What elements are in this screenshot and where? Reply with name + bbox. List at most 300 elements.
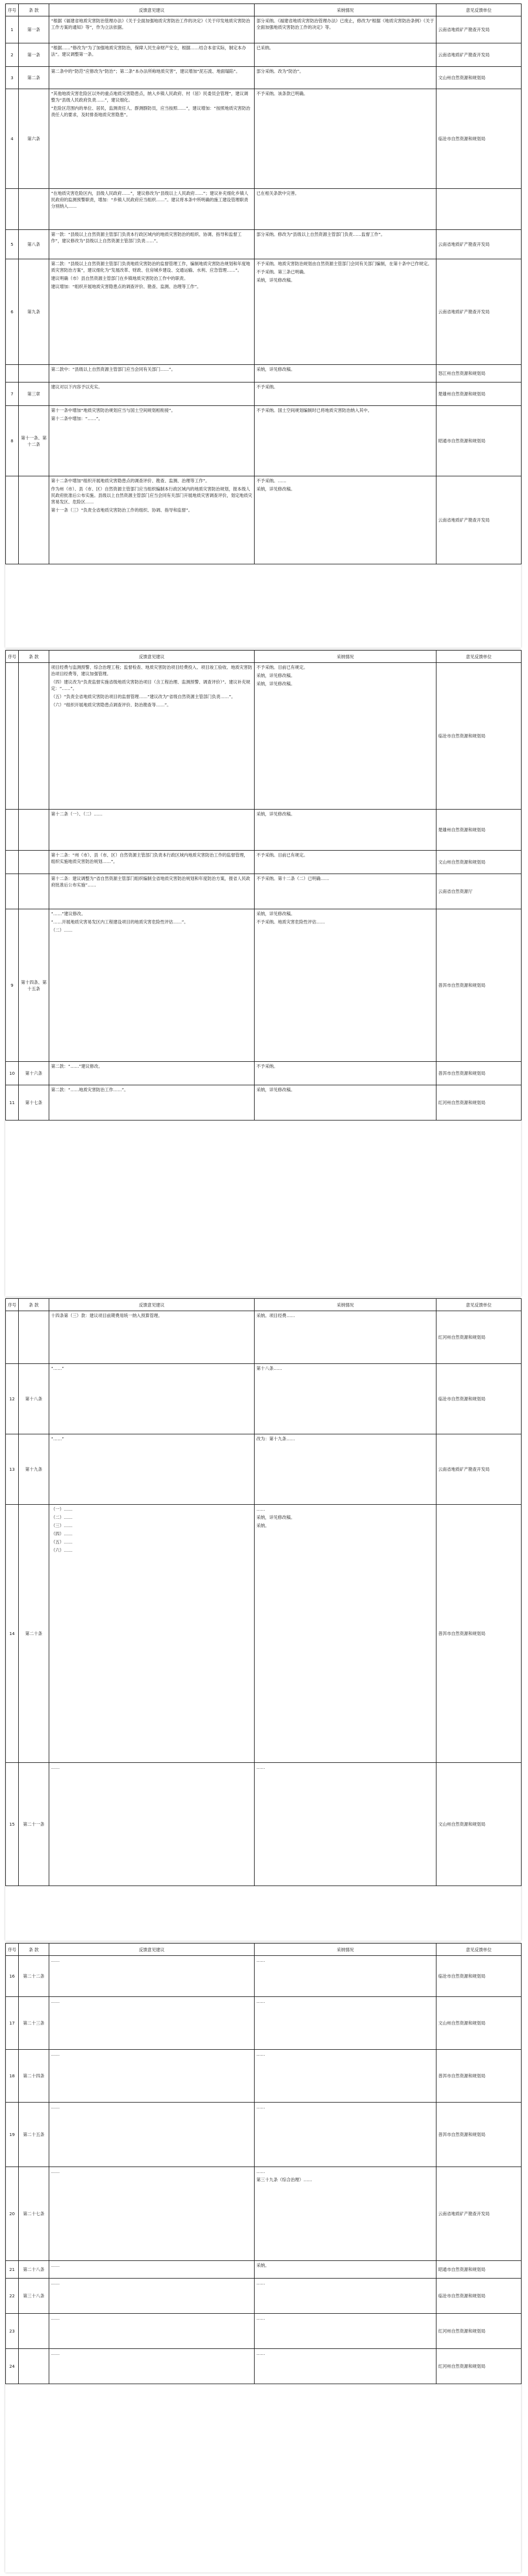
row-article bbox=[19, 1311, 49, 1364]
suggestion-paragraph: …… bbox=[51, 2316, 60, 2321]
table-header-row bbox=[6, 1944, 522, 1956]
row-number: 20 bbox=[6, 2167, 19, 2261]
table-row bbox=[6, 2349, 522, 2384]
row-adoption bbox=[255, 365, 436, 382]
suggestion-paragraph: 第十二条（一）、（二）…… bbox=[51, 811, 103, 817]
adoption-paragraph: …… bbox=[256, 2052, 265, 2057]
row-unit: 红河州自然资源和规划局 bbox=[436, 1311, 522, 1364]
adoption-paragraph: 不予采纳。第十二条（二）已明确…… bbox=[256, 876, 330, 881]
suggestion-paragraph: （六）“组织开展地质灾害隐患点调查评价、防治勘查等……”。 bbox=[51, 702, 171, 708]
adoption-paragraph: …… bbox=[256, 2316, 265, 2321]
header-no: 序号 bbox=[6, 1299, 19, 1311]
row-suggestion bbox=[49, 189, 255, 230]
adoption-paragraph: 采纳，详见修改稿。 bbox=[256, 277, 295, 283]
adoption-paragraph: 不予采纳。地质灾害防治规划由自然资源主管部门会同有关部门编制，在第十条中已作规定。 bbox=[256, 261, 432, 266]
row-unit: 普洱市自然资源和规划局 bbox=[436, 2103, 522, 2167]
adoption-paragraph: 采纳，详见修改稿。 bbox=[256, 811, 295, 817]
document-page-2 bbox=[5, 650, 521, 1297]
row-article bbox=[19, 851, 49, 874]
suggestion-paragraph: （四）…… bbox=[51, 1531, 73, 1536]
row-suggestion bbox=[49, 810, 255, 851]
row-adoption bbox=[255, 810, 436, 851]
adoption-paragraph: 不予采纳。该条款已明确。 bbox=[256, 91, 308, 96]
row-unit: 文山州自然资源和规划局 bbox=[436, 67, 522, 89]
adoption-paragraph: 不予采纳。目前已有规定。 bbox=[256, 665, 308, 670]
header-suggestion: 反馈意见建议 bbox=[49, 651, 255, 663]
row-number: 24 bbox=[6, 2349, 19, 2384]
row-unit: 文山州自然资源和规划局 bbox=[436, 851, 522, 874]
row-adoption bbox=[255, 43, 436, 67]
suggestion-paragraph: 项目经费与监测预警、综合治理工程；监督检查、地质灾害防治项目经费投入、项目竣工验收、地质灾害防治项目经费等，建议加强管理。 bbox=[51, 665, 252, 676]
adoption-paragraph: 部分采纳。改为“防治”。 bbox=[256, 69, 304, 74]
row-number: 3 bbox=[6, 67, 19, 89]
row-number bbox=[6, 663, 19, 810]
table-row bbox=[6, 476, 522, 564]
row-suggestion bbox=[49, 1434, 255, 1505]
row-unit: 昭通市自然资源和规划局 bbox=[436, 2261, 522, 2279]
row-suggestion bbox=[49, 2279, 255, 2314]
row-unit: 楚雄州自然资源和规划局 bbox=[436, 810, 522, 851]
table-header-row bbox=[6, 651, 522, 663]
row-article bbox=[19, 2314, 49, 2349]
row-number: 15 bbox=[6, 1763, 19, 1886]
row-suggestion bbox=[49, 43, 255, 67]
row-adoption bbox=[255, 189, 436, 230]
row-number: 16 bbox=[6, 1956, 19, 1997]
row-unit: 楚雄州自然资源和规划局 bbox=[436, 382, 522, 406]
row-article: 第二十一条 bbox=[19, 1763, 49, 1886]
suggestion-paragraph: 作为州（市）、县（市、区）自然资源主管部门应当组织编制本行政区域内的地质灾害防治规划，报本级人民政府批准后公布实施。县级以上自然资源主管部门应当会同有关部门开展地质灾害调查评价，划定地质灾害易发区、危险区…… bbox=[51, 486, 252, 505]
row-article: 第二条 bbox=[19, 67, 49, 89]
adoption-paragraph: …… bbox=[256, 1958, 265, 1963]
table-row bbox=[6, 909, 522, 1062]
row-article bbox=[19, 189, 49, 230]
row-unit: 昭通市自然资源和规划局 bbox=[436, 406, 522, 476]
row-number: 6 bbox=[6, 259, 19, 365]
adoption-paragraph: 部分采纳。《福建省地质灾害防治管理办法》已废止，修改为“根据《地质灾害防治条例》《关于全面加强地质灾害防治工作的决定》等。 bbox=[256, 18, 434, 30]
row-suggestion bbox=[49, 67, 255, 89]
adoption-paragraph: 采纳。项目经费…… bbox=[256, 1313, 295, 1318]
header-unit: 意见反馈单位 bbox=[436, 651, 522, 663]
row-suggestion bbox=[49, 874, 255, 909]
opinion-table bbox=[5, 1943, 522, 2384]
row-unit: 普洱市自然资源和规划局 bbox=[436, 909, 522, 1062]
row-adoption bbox=[255, 2167, 436, 2261]
row-adoption bbox=[255, 259, 436, 365]
header-suggestion: 反馈意见建议 bbox=[49, 4, 255, 16]
row-suggestion bbox=[49, 365, 255, 382]
row-number: 17 bbox=[6, 1997, 19, 2050]
table-row bbox=[6, 1085, 522, 1121]
adoption-paragraph: …… bbox=[256, 2280, 265, 2286]
suggestion-paragraph: （二）…… bbox=[51, 928, 73, 933]
row-unit: 临沧市自然资源和规划局 bbox=[436, 1364, 522, 1434]
suggestion-paragraph: 第十二条中增加：“……”。 bbox=[51, 416, 103, 421]
header-article: 条 款 bbox=[19, 651, 49, 663]
suggestion-paragraph: （六）…… bbox=[51, 1548, 73, 1553]
row-article: 第九条 bbox=[19, 259, 49, 365]
row-article bbox=[19, 2349, 49, 2384]
row-suggestion bbox=[49, 851, 255, 874]
row-suggestion bbox=[49, 1085, 255, 1121]
table-header-row bbox=[6, 4, 522, 16]
adoption-paragraph: 采纳，详见修改稿。 bbox=[256, 681, 295, 686]
adoption-paragraph: …… bbox=[256, 1999, 265, 2004]
row-suggestion bbox=[49, 2103, 255, 2167]
row-number: 9 bbox=[6, 909, 19, 1062]
header-unit: 意见反馈单位 bbox=[436, 1299, 522, 1311]
row-article: 第二十七条 bbox=[19, 2167, 49, 2261]
row-unit: 普洱市自然资源和规划局 bbox=[436, 1505, 522, 1763]
header-adoption: 采纳情况 bbox=[255, 1299, 436, 1311]
suggestion-paragraph: 第一款：“县级以上自然资源主管部门负责本行政区域内的地质灾害防治的组织、协调、指导和监督工作”，建议修改为“县级以上自然资源主管部门负责……”。 bbox=[51, 232, 242, 243]
header-unit: 意见反馈单位 bbox=[436, 4, 522, 16]
adoption-paragraph: 采纳，详见修改稿。 bbox=[256, 1515, 295, 1520]
adoption-paragraph: …… bbox=[256, 2104, 265, 2110]
row-suggestion bbox=[49, 2050, 255, 2103]
row-adoption bbox=[255, 2103, 436, 2167]
adoption-paragraph: 已采纳。 bbox=[256, 45, 274, 50]
row-unit: 云南省地质矿产勘查开发局 bbox=[436, 259, 522, 365]
adoption-paragraph: 第三十九条（综合治理）…… bbox=[256, 2177, 312, 2182]
row-number bbox=[6, 874, 19, 909]
row-article: 第二十三条 bbox=[19, 1997, 49, 2050]
suggestion-paragraph: …… bbox=[51, 2052, 60, 2057]
row-number: 2 bbox=[6, 43, 19, 67]
row-number bbox=[6, 476, 19, 564]
table-row bbox=[6, 189, 522, 230]
row-unit: 红河州自然资源和规划局 bbox=[436, 2314, 522, 2349]
row-suggestion bbox=[49, 1364, 255, 1434]
row-suggestion bbox=[49, 16, 255, 43]
row-unit bbox=[436, 189, 522, 230]
suggestion-paragraph: （五）“负责全省地质灾害防治项目的监督管理……”建议改为“省级自然资源主管部门负责……”。 bbox=[51, 694, 236, 699]
row-article bbox=[19, 810, 49, 851]
row-number bbox=[6, 1311, 19, 1364]
header-adoption: 采纳情况 bbox=[255, 1944, 436, 1956]
row-adoption bbox=[255, 1311, 436, 1364]
row-adoption bbox=[255, 1062, 436, 1085]
table-row bbox=[6, 365, 522, 382]
row-suggestion bbox=[49, 382, 255, 406]
row-unit: 怒江州自然资源和规划局 bbox=[436, 365, 522, 382]
row-adoption bbox=[255, 89, 436, 189]
table-row bbox=[6, 1062, 522, 1085]
adoption-paragraph: …… bbox=[256, 2169, 265, 2174]
header-suggestion: 反馈意见建议 bbox=[49, 1299, 255, 1311]
adoption-paragraph: 已在相关条款中完善。 bbox=[256, 191, 299, 196]
row-suggestion bbox=[49, 1997, 255, 2050]
row-adoption bbox=[255, 1505, 436, 1763]
row-unit: 临沧市自然资源和规划局 bbox=[436, 89, 522, 189]
adoption-paragraph: …… bbox=[256, 1507, 265, 1512]
suggestion-paragraph: …… bbox=[51, 2351, 60, 2356]
row-article bbox=[19, 663, 49, 810]
adoption-paragraph: 不予采纳。…… bbox=[256, 478, 287, 483]
adoption-paragraph: 采纳，详见修改稿。 bbox=[256, 367, 295, 372]
row-suggestion bbox=[49, 2167, 255, 2261]
row-article: 第二十二条 bbox=[19, 1956, 49, 1997]
row-suggestion bbox=[49, 406, 255, 476]
row-number: 19 bbox=[6, 2103, 19, 2167]
header-article: 条 款 bbox=[19, 1299, 49, 1311]
table-row bbox=[6, 810, 522, 851]
row-article: 第一条 bbox=[19, 16, 49, 43]
row-adoption bbox=[255, 1997, 436, 2050]
row-adoption bbox=[255, 2349, 436, 2384]
row-suggestion bbox=[49, 2349, 255, 2384]
row-unit: 红河州自然资源和规划局 bbox=[436, 2349, 522, 2384]
table-row bbox=[6, 663, 522, 810]
row-unit: 临沧市自然资源和规划局 bbox=[436, 663, 522, 810]
adoption-paragraph: …… bbox=[256, 1765, 265, 1770]
row-number: 7 bbox=[6, 382, 19, 406]
row-adoption bbox=[255, 16, 436, 43]
row-number bbox=[6, 365, 19, 382]
row-article: 第三章 bbox=[19, 382, 49, 406]
row-suggestion bbox=[49, 1956, 255, 1997]
row-suggestion bbox=[49, 476, 255, 564]
row-article bbox=[19, 874, 49, 909]
row-unit: 云南省地质矿产勘查开发局 bbox=[436, 43, 522, 67]
suggestion-paragraph: “……开展地质灾害易发区内工程建设项目的地质灾害危险性评估……”。 bbox=[51, 919, 188, 925]
row-unit: 普洱市自然资源和规划局 bbox=[436, 2050, 522, 2103]
table-row bbox=[6, 406, 522, 476]
suggestion-paragraph: （五）…… bbox=[51, 1539, 73, 1545]
suggestion-paragraph: “根据《福建省地质灾害防治管理办法》《关于全面加强地质灾害防治工作的决定》《关于印发地质灾害防治工作方案的通知》等”，作为立法依据。 bbox=[51, 18, 251, 30]
table-row bbox=[6, 1763, 522, 1886]
row-article: 第二十四条 bbox=[19, 2050, 49, 2103]
row-adoption bbox=[255, 2314, 436, 2349]
row-article: 第十九条 bbox=[19, 1434, 49, 1505]
row-suggestion bbox=[49, 2261, 255, 2279]
row-number: 12 bbox=[6, 1364, 19, 1434]
row-unit: 文山州自然资源和规划局 bbox=[436, 1763, 522, 1886]
adoption-paragraph: 采纳，详见修改稿。 bbox=[256, 486, 295, 492]
adoption-paragraph: 采纳，详见修改稿。 bbox=[256, 1087, 295, 1092]
row-suggestion bbox=[49, 909, 255, 1062]
adoption-paragraph: 采纳，详见修改稿。 bbox=[256, 911, 295, 916]
row-article: 第二十五条 bbox=[19, 2103, 49, 2167]
row-number: 22 bbox=[6, 2279, 19, 2314]
row-number: 23 bbox=[6, 2314, 19, 2349]
adoption-paragraph: 不予采纳。 bbox=[256, 1064, 278, 1069]
row-adoption bbox=[255, 1085, 436, 1121]
row-article: 第十一条、第十二条 bbox=[19, 406, 49, 476]
suggestion-paragraph: 十四条第（三）款：建议项目前期费用统一纳入预算管理。 bbox=[51, 1313, 163, 1318]
suggestion-paragraph: …… bbox=[51, 1999, 60, 2004]
row-unit: 文山州自然资源和规划局 bbox=[436, 1997, 522, 2050]
header-suggestion: 反馈意见建议 bbox=[49, 1944, 255, 1956]
document-page-4 bbox=[5, 1943, 521, 2572]
row-article: 第十六条 bbox=[19, 1062, 49, 1085]
suggestion-paragraph: “危险区范围内的单位、居民，监测责任人、群测群防员，应当按照……”，建议增加：“按照地质灾害防治责任人的要求，及时排查地质灾害隐患”。 bbox=[51, 106, 251, 117]
suggestion-paragraph: （一）…… bbox=[51, 1507, 73, 1512]
row-adoption bbox=[255, 909, 436, 1062]
row-article bbox=[19, 365, 49, 382]
table-row bbox=[6, 259, 522, 365]
row-suggestion bbox=[49, 1311, 255, 1364]
header-article: 条 款 bbox=[19, 4, 49, 16]
table-row bbox=[6, 230, 522, 259]
opinion-table bbox=[5, 650, 522, 1121]
row-unit: 临沧市自然资源和规划局 bbox=[436, 2279, 522, 2314]
row-adoption bbox=[255, 230, 436, 259]
row-adoption bbox=[255, 1956, 436, 1997]
row-adoption bbox=[255, 1763, 436, 1886]
row-number: 1 bbox=[6, 16, 19, 43]
adoption-paragraph: 不予采纳。地质灾害危险性评估…… bbox=[256, 919, 325, 925]
adoption-paragraph: 不予采纳。第三条已明确。 bbox=[256, 269, 308, 275]
row-unit: 云南省地质矿产勘查开发局 bbox=[436, 230, 522, 259]
row-article: 第八条 bbox=[19, 230, 49, 259]
row-suggestion bbox=[49, 259, 255, 365]
table-row bbox=[6, 2314, 522, 2349]
row-article: 第十四条、第十五条 bbox=[19, 909, 49, 1062]
adoption-paragraph: 采纳。 bbox=[256, 2263, 269, 2268]
row-article: 第三十八条 bbox=[19, 2279, 49, 2314]
header-no: 序号 bbox=[6, 651, 19, 663]
adoption-paragraph: 采纳。 bbox=[256, 1523, 269, 1528]
row-suggestion bbox=[49, 1763, 255, 1886]
table-row bbox=[6, 67, 522, 89]
header-article: 条 款 bbox=[19, 1944, 49, 1956]
table-row bbox=[6, 16, 522, 43]
row-number: 5 bbox=[6, 230, 19, 259]
suggestion-paragraph: …… bbox=[51, 2169, 60, 2174]
row-adoption bbox=[255, 2050, 436, 2103]
adoption-paragraph: …… bbox=[256, 2351, 265, 2356]
suggestion-paragraph: …… bbox=[51, 1958, 60, 1963]
suggestion-paragraph: …… bbox=[51, 1765, 60, 1770]
row-unit: 云南省地质矿产勘查开发局 bbox=[436, 16, 522, 43]
suggestion-paragraph: 第二款中：“县级以上自然资源主管部门应当会同有关部门……”。 bbox=[51, 367, 175, 372]
row-number: 10 bbox=[6, 1062, 19, 1085]
row-unit: 普洱市自然资源和规划局 bbox=[436, 1062, 522, 1085]
row-article: 第六条 bbox=[19, 89, 49, 189]
suggestion-paragraph: 第十二条：建议调整为“省自然资源主管部门组织编制全省地质灾害防治规划和年度防治方案，报省人民政府批准后公布实施”…… bbox=[51, 876, 251, 888]
suggestion-paragraph: 建议增加：“组织开展地质灾害隐患点的调查评价、勘查、监测、治理等工作”。 bbox=[51, 284, 201, 289]
opinion-table bbox=[5, 1298, 522, 1886]
suggestion-paragraph: “其他地质灾害危险区以外的重点地质灾害隐患点，纳入乡镇人民政府、村（居）民委员会管理”，建议调整为“县级人民政府负责……”，建议细化。 bbox=[51, 91, 248, 103]
row-suggestion bbox=[49, 1062, 255, 1085]
adoption-paragraph: 改为：第十九条…… bbox=[256, 1436, 295, 1441]
adoption-paragraph: 部分采纳。修改为“县级以上自然资源主管部门负责……监督工作”。 bbox=[256, 232, 385, 237]
row-unit: 云南省地质矿产勘查开发局 bbox=[436, 1434, 522, 1505]
suggestion-paragraph: “……” bbox=[51, 1366, 65, 1371]
adoption-paragraph: 不予采纳。国土空间规划编制时已将地质灾害防治纳入其中。 bbox=[256, 408, 373, 413]
suggestion-paragraph: （三）…… bbox=[51, 1523, 73, 1528]
row-adoption bbox=[255, 2261, 436, 2279]
suggestion-paragraph: …… bbox=[51, 2280, 60, 2286]
row-unit: 云南省地质矿产勘查开发局 bbox=[436, 2167, 522, 2261]
row-adoption bbox=[255, 851, 436, 874]
table-row bbox=[6, 1364, 522, 1434]
row-number: 14 bbox=[6, 1505, 19, 1763]
suggestion-paragraph: 第二款：“县级以上自然资源主管部门负责地质灾害防治的监督管理工作，编制地质灾害防治规划和年度地质灾害防治方案”，建议细化为“发展改革、财政、住房城乡建设、交通运输、水利、应急管理……”。 bbox=[51, 261, 251, 273]
row-adoption bbox=[255, 382, 436, 406]
suggestion-paragraph: …… bbox=[51, 2263, 60, 2268]
table-row bbox=[6, 2261, 522, 2279]
table-row bbox=[6, 2050, 522, 2103]
row-suggestion bbox=[49, 2314, 255, 2349]
suggestion-paragraph: 第二款：“……地质灾害防治工作……”。 bbox=[51, 1087, 128, 1092]
row-article: 第二十条 bbox=[19, 1505, 49, 1763]
row-article: 第二十八条 bbox=[19, 2261, 49, 2279]
table-row bbox=[6, 851, 522, 874]
row-adoption bbox=[255, 2279, 436, 2314]
suggestion-paragraph: 第十二条：“州（市）、县（市、区）自然资源主管部门负责本行政区域内地质灾害防治工作的监督管理，组织实施地质灾害防治规划……”。 bbox=[51, 852, 248, 864]
row-number: 11 bbox=[6, 1085, 19, 1121]
adoption-paragraph: 采纳，详见修改稿。 bbox=[256, 673, 295, 678]
table-row bbox=[6, 1997, 522, 2050]
suggestion-paragraph: 第十一条（三）“负责全省地质灾害防治工作的组织、协调、指导和监督”。 bbox=[51, 507, 193, 513]
suggestion-paragraph: （四）建议改为“负责监督实施省级地质灾害防治项目（含工程治理、监测预警、调查评价）”。建议补充规定：“……”。 bbox=[51, 679, 251, 691]
suggestion-paragraph: 第二条中的“防范”应修改为“防治”；第二条“本办法所称地质灾害”，建议增加“泥石流、地面塌陷”。 bbox=[51, 69, 241, 74]
row-article: 第十八条 bbox=[19, 1364, 49, 1434]
row-article bbox=[19, 476, 49, 564]
table-row bbox=[6, 43, 522, 67]
table-row bbox=[6, 1311, 522, 1364]
suggestion-paragraph: …… bbox=[51, 2104, 60, 2110]
table-row bbox=[6, 1505, 522, 1763]
suggestion-paragraph: 第十一条中增加“地质灾害防治规划应当与国土空间规划相衔接”。 bbox=[51, 408, 175, 413]
row-number: 4 bbox=[6, 89, 19, 189]
row-adoption bbox=[255, 476, 436, 564]
row-suggestion bbox=[49, 89, 255, 189]
row-adoption bbox=[255, 67, 436, 89]
row-number bbox=[6, 810, 19, 851]
header-no: 序号 bbox=[6, 1944, 19, 1956]
table-header-row bbox=[6, 1299, 522, 1311]
header-adoption: 采纳情况 bbox=[255, 4, 436, 16]
row-number: 13 bbox=[6, 1434, 19, 1505]
table-row bbox=[6, 2103, 522, 2167]
row-adoption bbox=[255, 663, 436, 810]
document-page-1 bbox=[5, 4, 521, 648]
row-number: 8 bbox=[6, 406, 19, 476]
suggestion-paragraph: “根据……”修改为“为了加强地质灾害防治，保障人民生命财产安全，根据……结合本省实际，制定本办法”。建议调整第一条。 bbox=[51, 45, 246, 57]
row-article: 第十七条 bbox=[19, 1085, 49, 1121]
row-suggestion bbox=[49, 1505, 255, 1763]
suggestion-paragraph: 第十二条中增加“组织开展地质灾害隐患点的调查评价、勘查、监测、治理等工作”。 bbox=[51, 478, 210, 483]
row-unit: 临沧市自然资源和规划局 bbox=[436, 1956, 522, 1997]
table-row bbox=[6, 89, 522, 189]
suggestion-paragraph: 建议对以下内容予以充实。 bbox=[51, 384, 103, 390]
suggestion-paragraph: “……”建议修改。 bbox=[51, 911, 86, 916]
suggestion-paragraph: （二）…… bbox=[51, 1515, 73, 1520]
row-adoption bbox=[255, 406, 436, 476]
table-row bbox=[6, 874, 522, 909]
row-unit: 云南省自然资源厅 bbox=[436, 874, 522, 909]
row-suggestion bbox=[49, 230, 255, 259]
row-number: 18 bbox=[6, 2050, 19, 2103]
table-row bbox=[6, 1434, 522, 1505]
table-row bbox=[6, 2279, 522, 2314]
adoption-paragraph: 第十八条…… bbox=[256, 1366, 282, 1371]
row-suggestion bbox=[49, 663, 255, 810]
row-adoption bbox=[255, 1364, 436, 1434]
adoption-paragraph: 不予采纳。 bbox=[256, 384, 278, 390]
table-row bbox=[6, 1956, 522, 1997]
suggestion-paragraph: “……” bbox=[51, 1436, 65, 1441]
row-number bbox=[6, 851, 19, 874]
header-unit: 意见反馈单位 bbox=[436, 1944, 522, 1956]
row-article: 第一条 bbox=[19, 43, 49, 67]
header-no: 序号 bbox=[6, 4, 19, 16]
table-row bbox=[6, 2167, 522, 2261]
adoption-paragraph: 不予采纳。目前已有规定。 bbox=[256, 852, 308, 858]
